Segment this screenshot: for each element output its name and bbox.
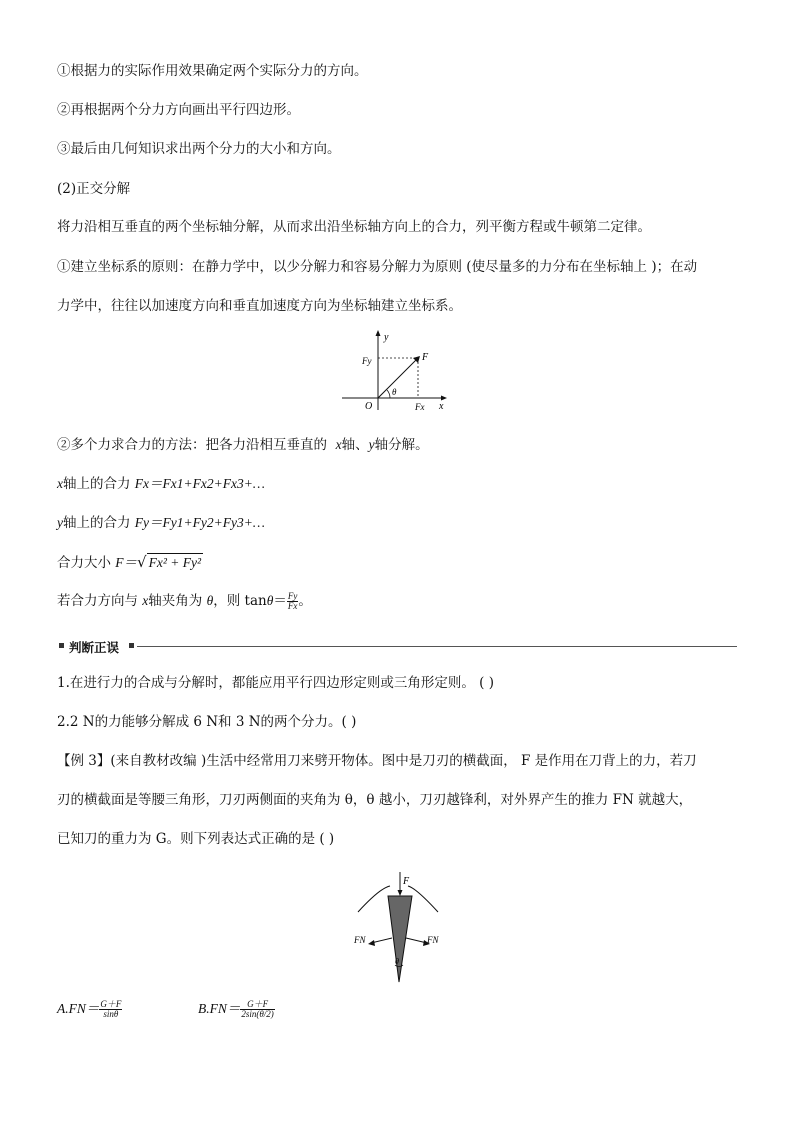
step-3: ③最后由几何知识求出两个分力的大小和方向。 <box>57 141 341 157</box>
example-line-3: 已知刀的重力为 G。则下列表达式正确的是 ( ) <box>57 831 335 847</box>
section-bullet-left <box>59 643 64 648</box>
paragraph-orthogonal: 将力沿相互垂直的两个坐标轴分解，从而求出沿坐标轴方向上的合力，列平衡方程或牛顿第二定律。 <box>57 219 651 235</box>
fx-sum-line: x轴上的合力 Fx＝Fx1+Fx2+Fx3+… <box>57 476 265 492</box>
fy-label: Fy <box>362 356 372 366</box>
option-a: A.FN＝ $\frac{G+F}{\sin\theta}$ <box>57 999 122 1019</box>
section-rule <box>137 646 737 647</box>
origin-label: O <box>365 401 373 412</box>
subheading-orthogonal: (2)正交分解 <box>57 181 131 197</box>
angle-line: 若合力方向与 x轴夹角为 θ，则 tanθ＝ $\frac{Fy}{Fx}$ 。 <box>57 591 312 611</box>
fx-label: Fx <box>415 402 425 412</box>
knife-fn-left-label: FN <box>354 935 366 945</box>
step-2: ②再根据两个分力方向画出平行四边形。 <box>57 102 300 118</box>
judgment-1: 1.在进行力的合成与分解时，都能应用平行四边形定则或三角形定则。 ( ) <box>57 675 494 691</box>
f-label: F <box>422 352 429 363</box>
knife-theta-label: θ <box>395 957 399 966</box>
knife-f-label: F <box>403 876 410 887</box>
axis-y-label: y <box>384 332 389 343</box>
step-1: ①根据力的实际作用效果确定两个实际分力的方向。 <box>57 63 368 79</box>
magnitude-line: 合力大小 F＝√ Fx² + Fy² <box>57 553 202 571</box>
example-line-2: 刃的横截面是等腰三角形，刀刃两侧面的夹角为 θ，θ 越小，刀刃越锋利，对外界产生的推力 FN 就越大， <box>57 792 693 808</box>
coordinate-diagram <box>340 328 452 414</box>
tan-fraction: $\frac{Fy}{Fx}$ <box>287 591 298 611</box>
paragraph-principle-1: ①建立坐标系的原则：在静力学中，以少分解力和容易分解力为原则 (使尽量多的力分布在坐标轴上 )；在动 <box>57 259 698 275</box>
section-title: 判断正误 <box>69 640 120 655</box>
option-b: B.FN＝ $\frac{G+F}{2\sin(\theta/2)}$ <box>198 999 274 1019</box>
judgment-2: 2.2 N的力能够分解成 6 N和 3 N的两个分力。( ) <box>57 714 357 730</box>
section-bullet-right <box>129 643 134 648</box>
knife-diagram <box>350 868 445 986</box>
fy-sum-line: y轴上的合力 Fy＝Fy1+Fy2+Fy3+… <box>57 515 265 531</box>
paragraph-principle-2: 力学中，往往以加速度方向和垂直加速度方向为坐标轴建立坐标系。 <box>57 298 462 314</box>
example-line-1: 【例 3】(来自教材改编 )生活中经常用刀来劈开物体。图中是刀刃的横截面， F 是作用在刀背上的力，若刀 <box>57 753 697 769</box>
multi-force-line: ②多个力求合力的方法：把各力沿相互垂直的 x轴、y轴分解。 <box>57 437 429 453</box>
axis-x-label: x <box>439 401 444 412</box>
section-header <box>57 638 737 654</box>
knife-fn-right-label: FN <box>427 935 439 945</box>
theta-label: θ <box>392 387 397 397</box>
